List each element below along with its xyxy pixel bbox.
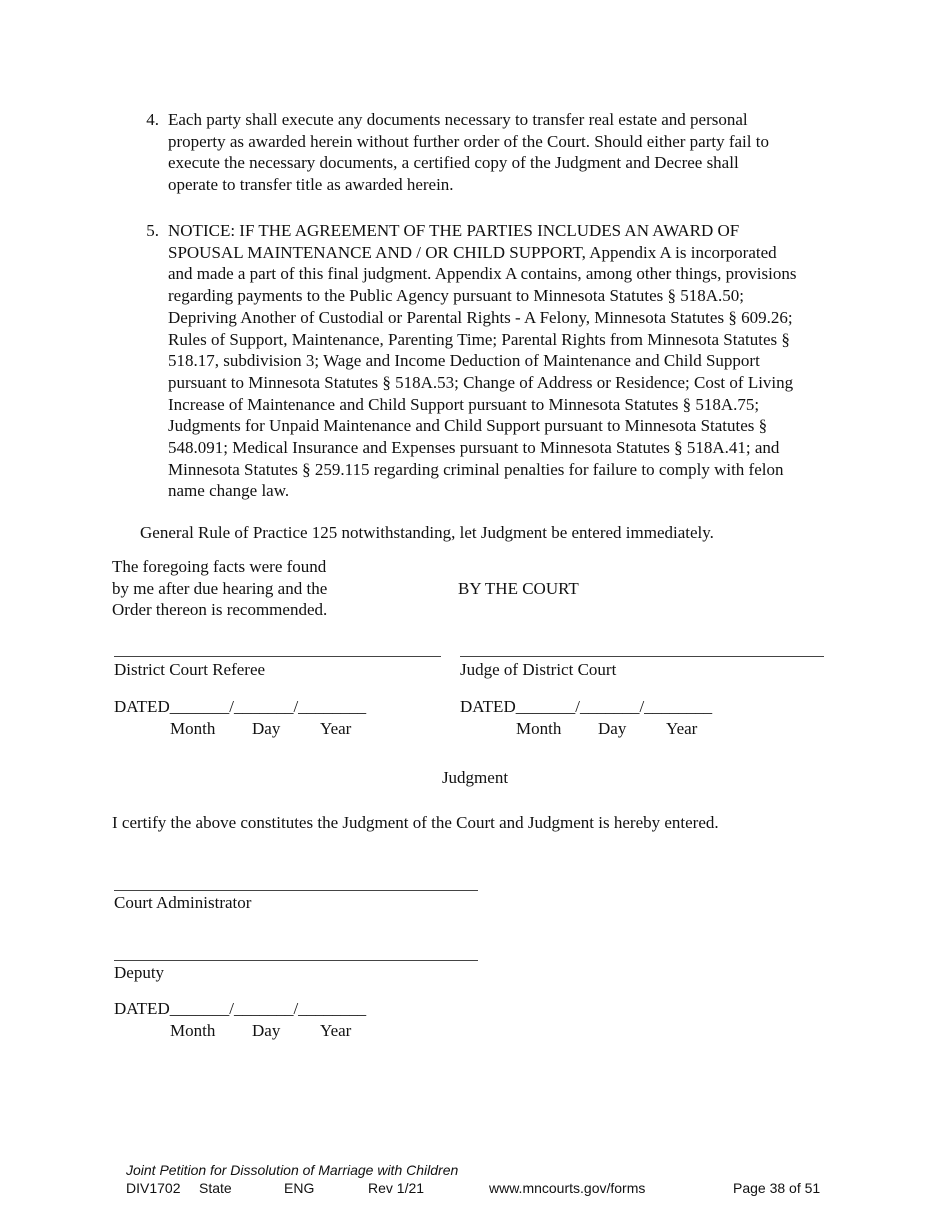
court-admin-signature-line: [114, 890, 478, 891]
date-day-label: Day: [252, 719, 281, 738]
footer-website: www.mncourts.gov/forms: [489, 1180, 646, 1196]
paragraph-line: Depriving Another of Custodial or Parental Rights - A Felony, Minnesota Statutes § 609.26;: [168, 307, 793, 327]
judge-label: Judge of District Court: [460, 660, 617, 679]
date-year-label: Year: [320, 719, 352, 738]
foregoing-facts: [112, 556, 327, 621]
judge-dated-field: DATED_______/_______/________: [460, 697, 713, 716]
item-number: 4.: [146, 110, 159, 129]
court-admin-label: Court Administrator: [114, 893, 252, 912]
paragraph-line: execute the necessary documents, a certified copy of the Judgment and Decree shall: [168, 153, 739, 173]
referee-signature-line: [114, 656, 441, 657]
footer-jurisdiction: State: [199, 1180, 232, 1196]
date-day-label: Day: [252, 1021, 281, 1040]
judge-signature-line: [460, 656, 824, 657]
certify-text: I certify the above constitutes the Judgment of the Court and Judgment is hereby entered.: [112, 813, 719, 832]
paragraph-line: Rules of Support, Maintenance, Parenting Time; Parental Rights from Minnesota Statutes §: [168, 329, 790, 349]
paragraph-line: 518.17, subdivision 3; Wage and Income Deduction of Maintenance and Child Support: [168, 351, 760, 371]
by-the-court-label: BY THE COURT: [458, 579, 579, 598]
date-day-label: Day: [598, 719, 627, 738]
foregoing-line: The foregoing facts were found: [112, 557, 327, 576]
foregoing-line: by me after due hearing and the: [112, 578, 328, 598]
footer-page-number: Page 38 of 51: [733, 1180, 821, 1196]
paragraph-line: Minnesota Statutes § 259.115 regarding criminal penalties for failure to comply with felon: [168, 459, 784, 479]
footer-revision: Rev 1/21: [368, 1180, 425, 1196]
footer-language: ENG: [284, 1180, 315, 1196]
paragraph-line: pursuant to Minnesota Statutes § 518A.53; Change of Address or Residence; Cost of Living: [168, 372, 794, 392]
date-year-label: Year: [320, 1021, 352, 1040]
referee-dated-field: DATED_______/_______/________: [114, 697, 367, 716]
paragraph-line: operate to transfer title as awarded herein.: [168, 175, 454, 195]
footer-form-title: Joint Petition for Dissolution of Marriage with Children: [126, 1162, 459, 1178]
paragraph-line: Increase of Maintenance and Child Support pursuant to Minnesota Statutes § 518A.75;: [168, 394, 760, 414]
paragraph-line: 548.091; Medical Insurance and Expenses pursuant to Minnesota Statutes § 518A.41; and: [168, 438, 780, 458]
deputy-signature-line: [114, 960, 478, 961]
referee-label: District Court Referee: [114, 660, 266, 679]
item-number: 5.: [146, 221, 159, 240]
paragraph-line: Each party shall execute any documents necessary to transfer real estate and personal: [168, 110, 748, 129]
paragraph-line: name change law.: [168, 481, 290, 501]
judgment-heading: Judgment: [441, 768, 509, 787]
date-month-label: Month: [516, 719, 562, 738]
paragraph-line: regarding payments to the Public Agency pursuant to Minnesota Statutes § 518A.50;: [168, 286, 745, 306]
deputy-label: Deputy: [114, 963, 165, 982]
item-paragraph-transfer-documents: [168, 109, 769, 196]
paragraph-line: and made a part of this final judgment. Appendix A contains, among other things, provisions: [168, 264, 797, 284]
item-paragraph-notice: [168, 220, 796, 502]
paragraph-line: Judgments for Unpaid Maintenance and Child Support pursuant to Minnesota Statutes §: [168, 416, 768, 436]
general-rule-text: General Rule of Practice 125 notwithstanding, let Judgment be entered immediately.: [140, 523, 714, 542]
date-month-label: Month: [170, 719, 216, 738]
date-month-label: Month: [170, 1021, 216, 1040]
paragraph-line: SPOUSAL MAINTENANCE AND / OR CHILD SUPPORT, Appendix A is incorporated: [168, 242, 777, 262]
foregoing-line: Order thereon is recommended.: [112, 600, 328, 620]
paragraph-line: property as awarded herein without further order of the Court. Should either party fail to: [168, 131, 769, 151]
deputy-dated-field: DATED_______/_______/________: [114, 999, 367, 1018]
date-year-label: Year: [666, 719, 698, 738]
footer-form-code: DIV1702: [126, 1180, 181, 1196]
paragraph-line: NOTICE: IF THE AGREEMENT OF THE PARTIES INCLUDES AN AWARD OF: [168, 221, 740, 240]
